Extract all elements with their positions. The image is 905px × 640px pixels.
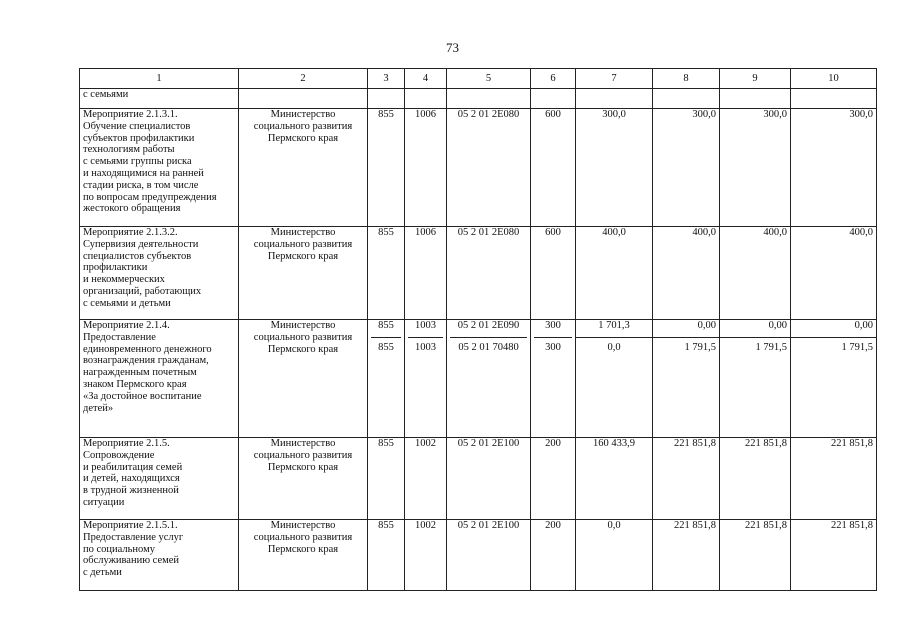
amount-col-8-value: 221 851,8 [674,438,716,449]
grbs-code-value: 855 [371,337,401,354]
amount-col-8 [653,109,720,227]
target-code-value: 05 2 01 2E090 [457,320,520,331]
event-name [80,227,239,320]
event-name-line: и реабилитация семей [83,461,183,473]
amount-col-7 [576,320,653,438]
expense-type-code [531,438,576,520]
amount-col-7 [576,520,653,591]
event-name [80,520,239,591]
section-code-value: 1006 [415,227,436,238]
amount-col-10 [791,320,877,438]
table-row [80,520,877,591]
amount-col-9-value: 1 791,5 [720,337,790,354]
grbs-code-value: 855 [378,227,394,238]
table-row [80,320,877,438]
event-name-line: специалистов субъектов [83,250,192,262]
amount-col-7-value: 160 433,9 [593,438,635,449]
grbs-code-value: 855 [378,109,394,120]
event-name-line: детей» [83,402,114,414]
amount-col-8 [653,227,720,320]
event-name-line: знаком Пермского края [83,378,187,390]
expense-type-code-value: 300 [534,337,572,354]
target-code-value: 05 2 01 2E100 [457,520,520,531]
org-line: Министерство [270,320,336,331]
org-line: Министерство [270,438,336,449]
responsible-org [239,109,368,227]
amount-col-10 [791,227,877,320]
expense-type-code [531,227,576,320]
org-line: социального развития [253,531,353,543]
event-name-line: Сопровождение [83,449,155,461]
amount-col-9-value: 0,00 [768,320,787,331]
col-header: 9 [720,69,791,89]
event-name-line: с детьми [83,567,122,579]
amount-col-7-value: 0,0 [576,337,652,354]
event-name: с семьями [80,89,239,109]
page-number: 73 [446,40,459,55]
amount-col-10 [791,109,877,227]
budget-table [79,68,877,591]
amount-col-9 [720,438,791,520]
target-code-value: 05 2 01 70480 [450,337,527,354]
target-code-value: 05 2 01 2E080 [457,227,520,238]
amount-col-10-value: 300,0 [849,109,873,120]
event-name-line: Мероприятие 2.1.3.1. [83,109,178,120]
org-line: Пермского края [267,132,339,144]
amount-col-8 [653,520,720,591]
grbs-code-value: 855 [378,320,394,331]
table-row [80,89,877,109]
org-line: Министерство [270,227,336,238]
event-name-line: профилактики [83,262,148,274]
target-code-value: 05 2 01 2E100 [457,438,520,449]
table-row [80,109,877,227]
event-name-line: обслуживанию семей [83,555,180,567]
amount-col-8-value: 300,0 [692,109,716,120]
amount-col-8-value: 1 791,5 [653,337,719,354]
col-header: 1 [80,69,239,89]
event-name-line: Мероприятие 2.1.4. [83,320,170,331]
event-name-line: ситуации [83,496,125,508]
header-row [80,69,877,89]
expense-type-code [531,520,576,591]
event-name-line: и находящимися на ранней [83,167,204,179]
target-code [447,320,531,438]
amount-col-7 [576,438,653,520]
col-header: 10 [791,69,877,89]
event-name-line: в трудной жизненной [83,485,179,497]
target-code [447,438,531,520]
section-code [405,109,447,227]
event-name-line: по вопросам предупреждения [83,191,217,203]
grbs-code-value: 855 [378,520,394,531]
grbs-code [368,109,405,227]
section-code-value: 1002 [415,438,436,449]
amount-col-8-value: 400,0 [692,227,716,238]
amount-col-9-value: 300,0 [763,109,787,120]
responsible-org [239,227,368,320]
expense-type-code [531,109,576,227]
expense-type-code-value: 200 [545,438,561,449]
expense-type-code-value: 300 [545,320,561,331]
org-line: социального развития [253,331,353,343]
amount-col-7-value: 300,0 [602,109,626,120]
event-name-line: Предоставление [83,331,156,343]
col-header: 2 [239,69,368,89]
event-name-line: жестокого обращения [83,203,181,215]
grbs-code [368,320,405,438]
col-header: 8 [653,69,720,89]
col-header: 3 [368,69,405,89]
event-name-line: и детей, находящихся [83,473,180,485]
section-code-value: 1002 [415,520,436,531]
col-header: 4 [405,69,447,89]
target-code [447,520,531,591]
section-code-value: 1003 [408,337,443,354]
amount-col-7-value: 1 701,3 [598,320,630,331]
event-name-line: с семьями и детьми [83,297,171,309]
org-line: социального развития [253,449,353,461]
grbs-code [368,438,405,520]
org-line: социального развития [253,238,353,250]
event-name-line: стадии риска, в том числе [83,179,199,191]
expense-type-code-value: 600 [545,109,561,120]
section-code [405,320,447,438]
org-line: Пермского края [267,343,339,355]
org-line: Пермского края [267,250,339,262]
target-code-value: 05 2 01 2E080 [457,109,520,120]
grbs-code [368,227,405,320]
grbs-code-value: 855 [378,438,394,449]
event-name-line: «За достойное воспитание [83,390,202,402]
amount-col-8 [653,438,720,520]
org-line: социального развития [253,120,353,132]
event-name-line: с семьями группы риска [83,156,192,168]
expense-type-code [531,320,576,438]
grbs-code [368,520,405,591]
event-name-line: Супервизия деятельности [83,238,199,250]
amount-col-9 [720,109,791,227]
amount-col-7 [576,109,653,227]
section-code-value: 1006 [415,109,436,120]
target-code [447,109,531,227]
event-name-line: и некоммерческих [83,274,165,286]
event-name-line: технологиям работы [83,144,175,156]
amount-col-10-value: 1 791,5 [791,337,876,354]
amount-col-7-value: 0,0 [607,520,621,531]
amount-col-9-value: 221 851,8 [745,438,787,449]
event-name-line: субъектов профилактики [83,132,195,144]
amount-col-7 [576,227,653,320]
responsible-org [239,320,368,438]
org-line: Министерство [270,109,336,120]
amount-col-8 [653,320,720,438]
event-name [80,320,239,438]
amount-col-9 [720,227,791,320]
amount-col-10 [791,520,877,591]
event-name-line: по социальному [83,543,155,555]
event-name-line: единовременного денежного [83,343,212,355]
amount-col-7-value: 400,0 [602,227,626,238]
org-line: Министерство [270,520,336,531]
org-line: Пермского края [267,543,339,555]
event-name-line: Мероприятие 2.1.5. [83,438,170,449]
event-name-line: вознаграждения гражданам, [83,355,209,367]
amount-col-10-value: 0,00 [854,320,873,331]
amount-col-9-value: 221 851,8 [745,520,787,531]
amount-col-9 [720,520,791,591]
org-line: Пермского края [267,461,339,473]
event-name-line: Мероприятие 2.1.3.2. [83,227,178,238]
target-code [447,227,531,320]
amount-col-8-value: 221 851,8 [674,520,716,531]
event-name-line: Обучение специалистов [83,120,191,132]
event-name-line: награжденным почетным [83,367,197,379]
event-name-line: Мероприятие 2.1.5.1. [83,520,178,531]
amount-col-8-value: 0,00 [697,320,716,331]
amount-col-10-value: 221 851,8 [831,438,873,449]
event-name-line: Предоставление услуг [83,531,184,543]
amount-col-10 [791,438,877,520]
section-code [405,227,447,320]
table-row [80,438,877,520]
event-name [80,438,239,520]
amount-col-9 [720,320,791,438]
amount-col-10-value: 221 851,8 [831,520,873,531]
amount-col-9-value: 400,0 [763,227,787,238]
event-name [80,109,239,227]
col-header: 5 [447,69,531,89]
event-name-line: организаций, работающих [83,285,202,297]
responsible-org [239,520,368,591]
amount-col-10-value: 400,0 [849,227,873,238]
expense-type-code-value: 200 [545,520,561,531]
col-header: 7 [576,69,653,89]
section-code [405,438,447,520]
responsible-org [239,438,368,520]
table-row [80,227,877,320]
col-header: 6 [531,69,576,89]
expense-type-code-value: 600 [545,227,561,238]
section-code [405,520,447,591]
section-code-value: 1003 [415,320,436,331]
